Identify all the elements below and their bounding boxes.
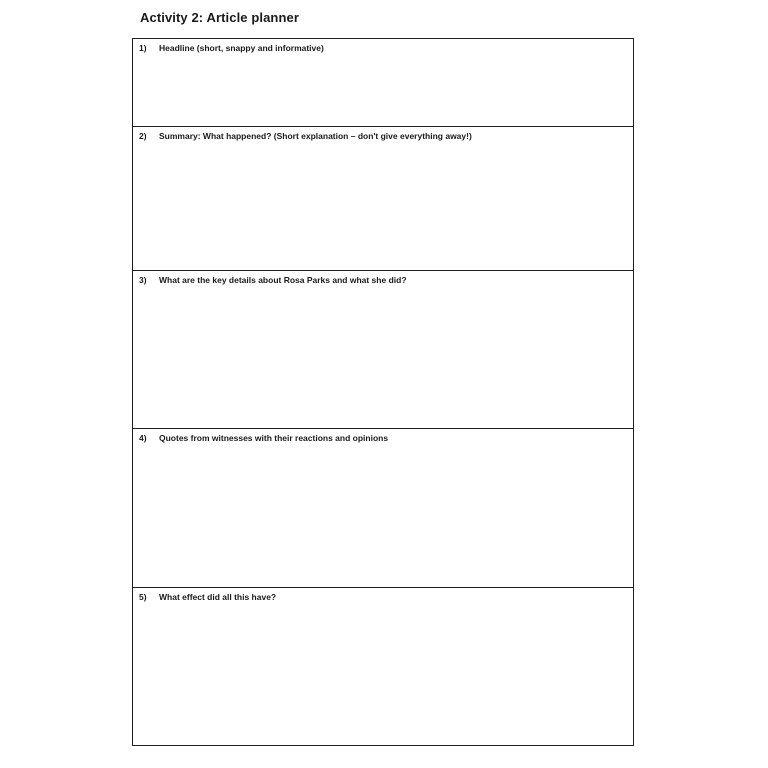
answer-area-quotes[interactable] bbox=[133, 447, 633, 587]
row-number: 1) bbox=[139, 43, 147, 53]
planner-row-quotes bbox=[133, 428, 633, 587]
row-number: 3) bbox=[139, 275, 147, 285]
row-label bbox=[139, 275, 407, 286]
answer-area-key-details[interactable] bbox=[133, 289, 633, 428]
answer-area-effect[interactable] bbox=[133, 606, 633, 745]
row-prompt: Summary: What happened? (Short explanation – don't give everything away!) bbox=[159, 131, 472, 141]
answer-area-summary[interactable] bbox=[133, 145, 633, 270]
row-number: 5) bbox=[139, 592, 147, 602]
row-label bbox=[139, 131, 472, 142]
row-number: 4) bbox=[139, 433, 147, 443]
planner-row-key-details bbox=[133, 270, 633, 428]
page-title: Activity 2: Article planner bbox=[140, 10, 299, 25]
answer-area-headline[interactable] bbox=[133, 57, 633, 126]
row-prompt: What are the key details about Rosa Parks and what she did? bbox=[159, 275, 407, 285]
row-number: 2) bbox=[139, 131, 147, 141]
row-prompt: Quotes from witnesses with their reactions and opinions bbox=[159, 433, 389, 443]
row-prompt: What effect did all this have? bbox=[159, 592, 277, 602]
planner-row-effect bbox=[133, 587, 633, 745]
row-label bbox=[139, 43, 324, 54]
planner-row-headline bbox=[133, 39, 633, 126]
row-label bbox=[139, 592, 276, 603]
row-label bbox=[139, 433, 388, 444]
row-prompt: Headline (short, snappy and informative) bbox=[159, 43, 324, 53]
planner-row-summary bbox=[133, 126, 633, 270]
article-planner-table bbox=[132, 38, 634, 746]
